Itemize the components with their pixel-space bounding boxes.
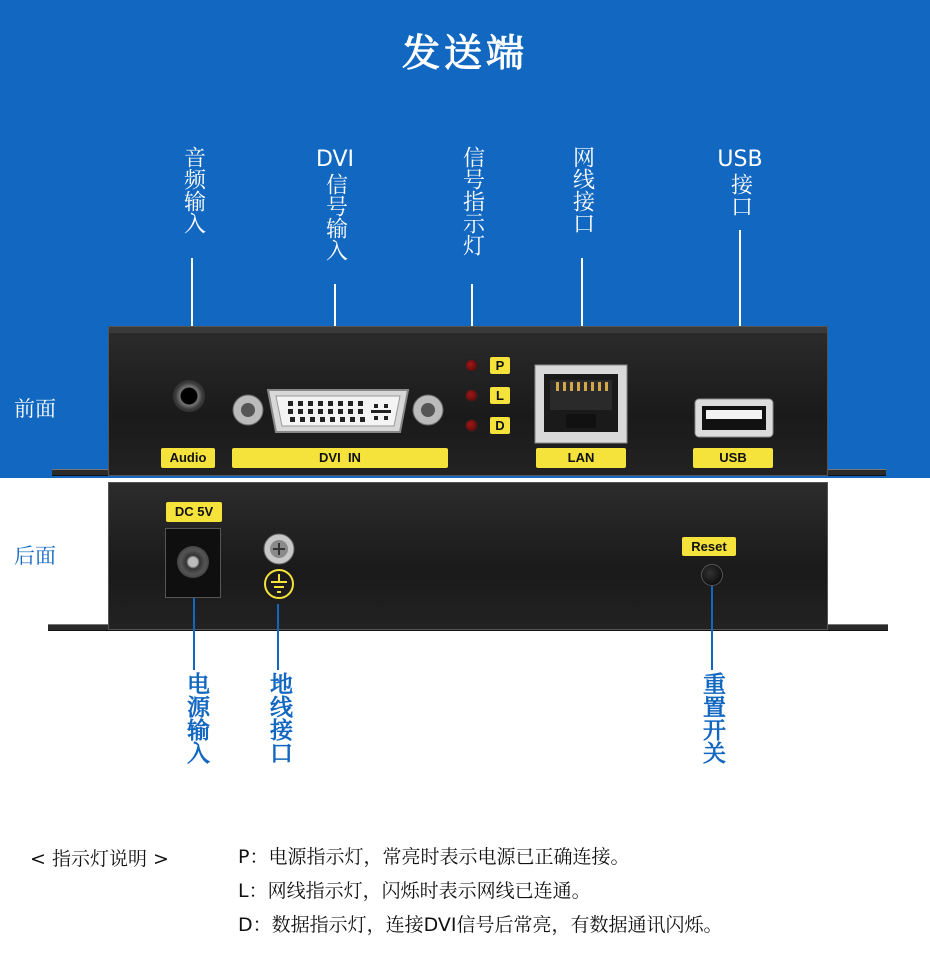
callout-dvi-prefix: DVI — [315, 147, 355, 172]
callout-reset — [698, 672, 726, 771]
leader-power — [193, 598, 195, 670]
reset-button — [701, 564, 723, 586]
lan-port — [534, 364, 628, 444]
callout-usb — [712, 146, 768, 224]
back-label: 后面 — [14, 544, 56, 568]
legend-heading: < 指示灯说明 > — [30, 848, 169, 870]
callout-ground-text: 地线接口 — [266, 672, 292, 764]
dc-jack — [165, 528, 221, 598]
tag-lan: LAN — [536, 448, 626, 468]
callout-dvi-text: 信号输入 — [322, 173, 348, 261]
tag-dvi-in: DVI IN — [232, 448, 448, 468]
callout-usb-text: 接口 — [727, 173, 753, 217]
dvi-connector — [228, 384, 448, 440]
ground-screw — [262, 532, 296, 602]
led-tag-l: L — [490, 387, 510, 404]
led-p — [465, 359, 478, 372]
legend-line-l: L：网线指示灯，闪烁时表示网线已连通。 — [238, 880, 591, 902]
front-label: 前面 — [14, 397, 56, 421]
tag-usb: USB — [693, 448, 773, 468]
leader-ground — [277, 604, 279, 670]
tag-dc-5v: DC 5V — [166, 502, 222, 522]
led-l — [465, 389, 478, 402]
led-d — [465, 419, 478, 432]
led-tag-p: P — [490, 357, 510, 374]
callout-lan — [568, 146, 596, 241]
callout-power — [182, 672, 210, 771]
tag-audio: Audio — [161, 448, 215, 468]
leader-reset — [711, 586, 713, 670]
tag-reset: Reset — [682, 537, 736, 556]
callout-ground — [265, 672, 293, 771]
legend-line-p: P：电源指示灯，常亮时表示电源已正确连接。 — [238, 846, 630, 868]
callout-audio — [179, 146, 207, 241]
led-tag-d: D — [490, 417, 510, 434]
legend-line-d: D：数据指示灯，连接DVI信号后常亮，有数据通讯闪烁。 — [238, 914, 723, 936]
audio-jack — [173, 380, 205, 412]
callout-reset-text: 重置开关 — [699, 672, 725, 764]
callout-dvi — [310, 146, 360, 268]
callout-indicator-text: 信号指示灯 — [459, 146, 485, 256]
usb-port — [694, 398, 774, 438]
callout-usb-prefix: USB — [717, 147, 763, 172]
callout-lan-text: 网线接口 — [569, 146, 595, 234]
callout-indicator — [458, 146, 486, 263]
callout-audio-text: 音频输入 — [180, 146, 206, 234]
callout-power-text: 电源输入 — [183, 672, 209, 764]
page-title: 发送端 — [401, 31, 528, 75]
